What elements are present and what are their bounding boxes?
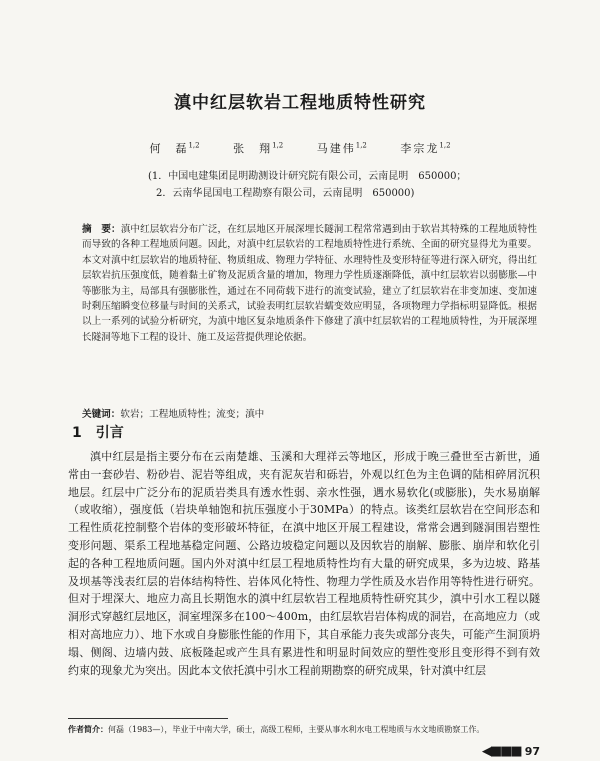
footnote-text: 何磊（1983—），毕业于中南大学，硕士，高级工程师，主要从事水利水电工程地质与水文地质勘察工作。 <box>108 725 485 734</box>
body-paragraph: 滇中红层是指主要分布在云南楚雄、玉溪和大理祥云等地区，形成于晚三叠世至古新世，通常由一套砂岩、粉砂岩、泥岩等组成，夹有泥灰岩和砾岩，外观以红色为主色调的陆相碎屑沉积地层。红层中广泛分布的泥质岩类具有透水性弱、亲水性强，遇水易软化(或膨胀)，失水易崩解（或收缩），强度低（岩块单轴饱和抗压强度小于30MPa）的特点。该类红层软岩在空间形态和工程性质花控制整个岩体的变形破坏特征，在滇中地区开展工程建设，常常会遇到隧洞围岩塑性变形问题、渠系工程地基稳定问题、公路边坡稳定问题以及因软岩的崩解、膨胀、崩岸和软化引起的各种工程地质问题。国内外对滇中红层工程地质特性均有大量的研究成果，多为边坡、路基及坝基等浅表红层的岩体结构特性、岩体风化特性、物理力学性质及水岩作用等特性进行研究。但对于埋深大、地应力高且长期饱水的滇中红层软岩工程地质特性研究其少，滇中引水工程以隧洞形式穿越红层地区，洞室埋深多在100～400m，由红层软岩岩体构成的洞岩，在高地应力（或相对高地应力）、地下水或自身膨胀性能的作用下，其自承能力丧失或部分丧失，可能产生洞顶坍塌、侧阁、边墙内鼓、底板隆起或产生具有累进性和明显时间效应的塑性变形且变形得不到有效约束的现象尤为突出。因此本文依托滇中引水工程前期勘察的研究成果，针对滇中红层 <box>68 450 540 677</box>
author-affil-sup: 1,2 <box>355 141 367 150</box>
keywords-text: 软岩；工程地质特性；流变；滇中 <box>120 409 265 420</box>
author-list <box>0 140 600 156</box>
paper-title: 滇中红层软岩工程地质特性研究 <box>174 93 426 113</box>
author-name: 李宗龙 <box>400 142 440 155</box>
keywords <box>82 408 537 422</box>
author-name: 马建伟 <box>316 142 356 155</box>
author-2 <box>233 142 283 155</box>
abstract-text: 滇中红层软岩分布广泛，在红层地区开展深埋长隧洞工程常常遇到由于软岩其特殊的工程地质特性而导致的各种工程地质问题。因此，对滇中红层软岩的工程地质特性进行系统、全面的研究显得尤为重要。本文对滇中红层软岩的地质特征、物质组成、物理力学特征、水理特性及变形特征等进行深入研究，得出红层软岩抗压强度低，随着黏土矿物及泥质含量的增加，物理力学性质逐渐降低，滇中红层软岩以弱膨胀—中等膨胀为主，局部具有强膨胀性，通过在不同荷载下进行的流变试验，建立了红层软岩在非变加速、变加速时剩压缩瞬变位移量与时间的关系式，试验表明红层软岩蠕变效应明显，各项物理力学指标明显降低。根据以上一系列的试验分析研究，为滇中地区复杂地质条件下修建了滇中红层软岩的工程地质特性，为开展深埋长隧洞等地下工程的设计、施工及运营提供理论依据。 <box>82 224 538 343</box>
section-title: 引言 <box>95 425 124 441</box>
abstract-label: 摘 要： <box>82 224 121 235</box>
abstract <box>82 222 537 345</box>
footnote-label: 作者简介： <box>68 724 108 734</box>
section-heading <box>72 422 124 442</box>
section-number: 1 <box>72 425 82 441</box>
author-3 <box>317 142 367 155</box>
author-name: 张 翔 <box>233 142 273 155</box>
author-affil-sup: 1,2 <box>439 141 451 150</box>
author-affil-sup: 1,2 <box>272 141 284 150</box>
author-1 <box>149 142 199 155</box>
page-arrow-icon: ◀■■■ <box>481 744 521 759</box>
footnote-divider <box>68 718 228 719</box>
keywords-label: 关键词： <box>82 409 121 420</box>
page-number: 97 <box>524 745 540 758</box>
affiliation-1: (1．中国电建集团昆明勘测设计研究院有限公司，云南昆明 650000； <box>148 171 467 182</box>
author-4 <box>400 142 450 155</box>
affiliation-2: 2．云南华昆国电工程勘察有限公司，云南昆明 650000) <box>156 188 415 199</box>
author-affil-sup: 1,2 <box>188 141 200 150</box>
author-name: 何 磊 <box>149 142 189 155</box>
author-footnote <box>68 724 528 735</box>
page-number-block <box>482 744 540 759</box>
